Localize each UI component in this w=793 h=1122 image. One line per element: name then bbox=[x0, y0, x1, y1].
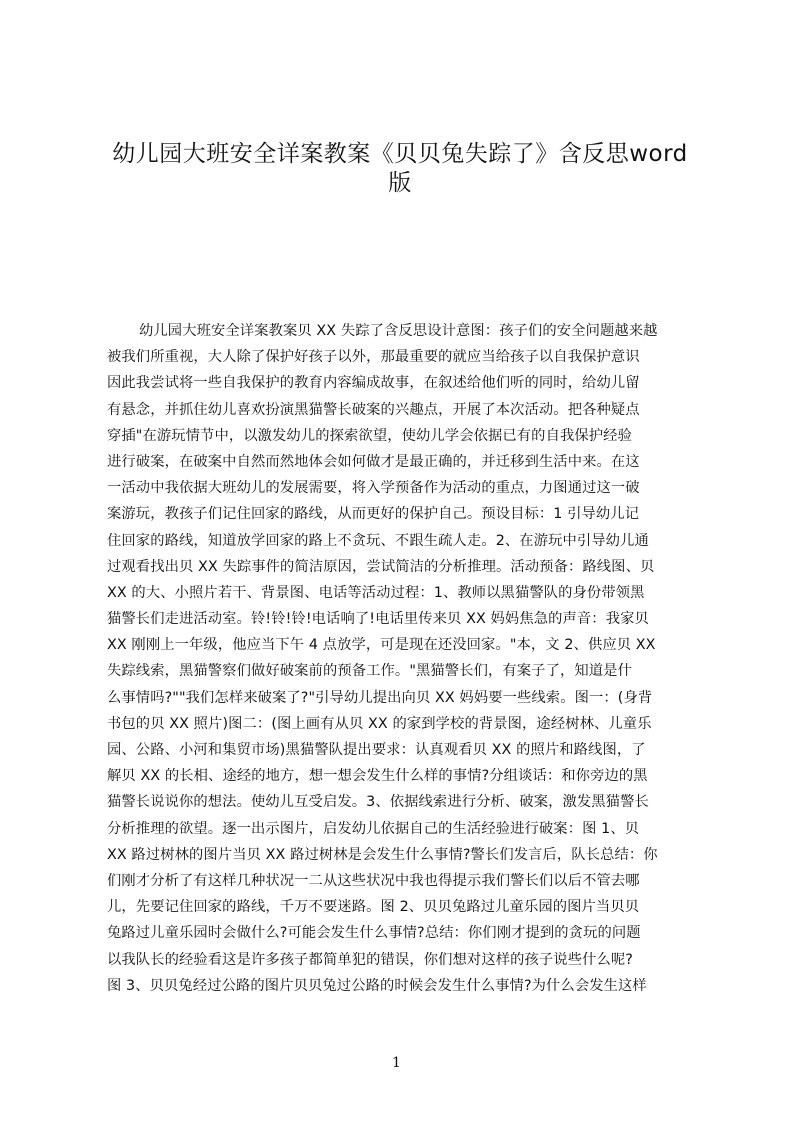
text-line: 一活动中我依据大班幼儿的发展需要，将入学预备作为活动的重点，力图通过这一破 bbox=[107, 480, 640, 497]
text-line: 过观看找出贝 XX 失踪事件的简洁原因，尝试简洁的分析推理。活动预备：路线图、贝 bbox=[107, 558, 655, 575]
text-line: 失踪线索，黑猫警察们做好破案前的预备工作。"黑猫警长们，有案子了，知道是什 bbox=[107, 663, 632, 680]
text-line: XX 刚刚上一年级，他应当下午 4 点放学，可是现在还没回家。"本，文 2、供应贝 XX bbox=[107, 637, 656, 654]
text-line: 猫警长们走进活动室。铃!铃!铃!电话响了!电话里传来贝 XX 妈妈焦急的声音：我家贝 bbox=[107, 611, 649, 628]
text-line: 被我们所重视，大人除了保护好孩子以外，那最重要的就应当给孩子以自我保护意识 bbox=[107, 349, 640, 366]
text-line: 儿，先要记住回家的路线，千万不要迷路。图 2、贝贝兔路过儿童乐园的图片当贝贝 bbox=[107, 899, 640, 916]
text-line: 园、公路、小河和集贸市场)黑猫警队提出要求：认真观看贝 XX 的照片和路线图，了 bbox=[107, 742, 646, 758]
text-line: 书包的贝 XX 照片)图二：(图上画有从贝 XX 的家到学校的背景图，途经树林、儿童乐 bbox=[107, 715, 652, 732]
title-line-1: 幼儿园大班安全详案教案《贝贝兔失踪了》含反思word bbox=[112, 141, 688, 167]
text-line: 们刚才分析了有这样几种状况一二从这些状况中我也得提示我们警长们以后不管去哪 bbox=[107, 872, 640, 889]
text-line: 因此我尝试将一些自我保护的教育内容编成故事，在叙述给他们听的同时，给幼儿留 bbox=[107, 375, 640, 392]
text-line: 以我队长的经验看这是许多孩子都简单犯的错误，你们想对这样的孩子说些什么呢? bbox=[107, 951, 633, 968]
text-line: 案游玩，教孩子们记住回家的路线，从而更好的保护自己。预设目标：1 引导幼儿记 bbox=[107, 506, 640, 523]
text-line: 么事情吗?""我们怎样来破案了?"引导幼儿提出向贝 XX 妈妈要一些线索。图一：(身背 bbox=[107, 689, 653, 706]
text-line: XX 的大、小照片若干、背景图、电话等活动过程：1、教师以黑猫警队的身份带领黑 bbox=[107, 584, 645, 601]
text-line: 图 3、贝贝兔经过公路的图片贝贝兔过公路的时候会发生什么事情?为什么会发生这样 bbox=[107, 977, 647, 994]
title-line-2: 版 bbox=[388, 170, 412, 196]
text-line: 有悬念，并抓住幼儿喜欢扮演黑猫警长破案的兴趣点，开展了本次活动。把各种疑点 bbox=[107, 401, 640, 418]
document-title bbox=[96, 140, 704, 198]
text-line: 住回家的路线，知道放学回家的路上不贪玩、不跟生疏人走。2、在游玩中引导幼儿通 bbox=[107, 532, 649, 549]
text-line: 幼儿园大班安全详案教案贝 XX 失踪了含反思设计意图：孩子们的安全问题越来越 bbox=[139, 323, 658, 339]
text-line: 解贝 XX 的长相、途经的地方，想一想会发生什么样的事情?分组谈话：和你旁边的黑 bbox=[107, 768, 648, 785]
page-number: 1 bbox=[392, 1055, 401, 1071]
text-line: 猫警长说说你的想法。使幼儿互受启发。3、依据线索进行分析、破案，激发黑猫警长 bbox=[107, 794, 649, 811]
text-line: 进行破案，在破案中自然而然地体会如何做才是最正确的，并迁移到生活中来。在这 bbox=[107, 453, 640, 470]
body-paragraph bbox=[107, 318, 697, 1018]
text-line: 分析推理的欲望。逐一出示图片，启发幼儿依据自己的生活经验进行破案：图 1、贝 bbox=[107, 820, 640, 837]
text-line: XX 路过树林的图片当贝 XX 路过树林是会发生什么事情?警长们发言后，队长总结：你 bbox=[107, 846, 658, 863]
text-line: 兔路过儿童乐园时会做什么?可能会发生什么事情?总结：你们刚才提到的贪玩的问题 bbox=[107, 925, 641, 942]
text-line: 穿插"在游玩情节中，以激发幼儿的探索欲望，使幼儿学会依据已有的自我保护经验 bbox=[107, 427, 632, 444]
